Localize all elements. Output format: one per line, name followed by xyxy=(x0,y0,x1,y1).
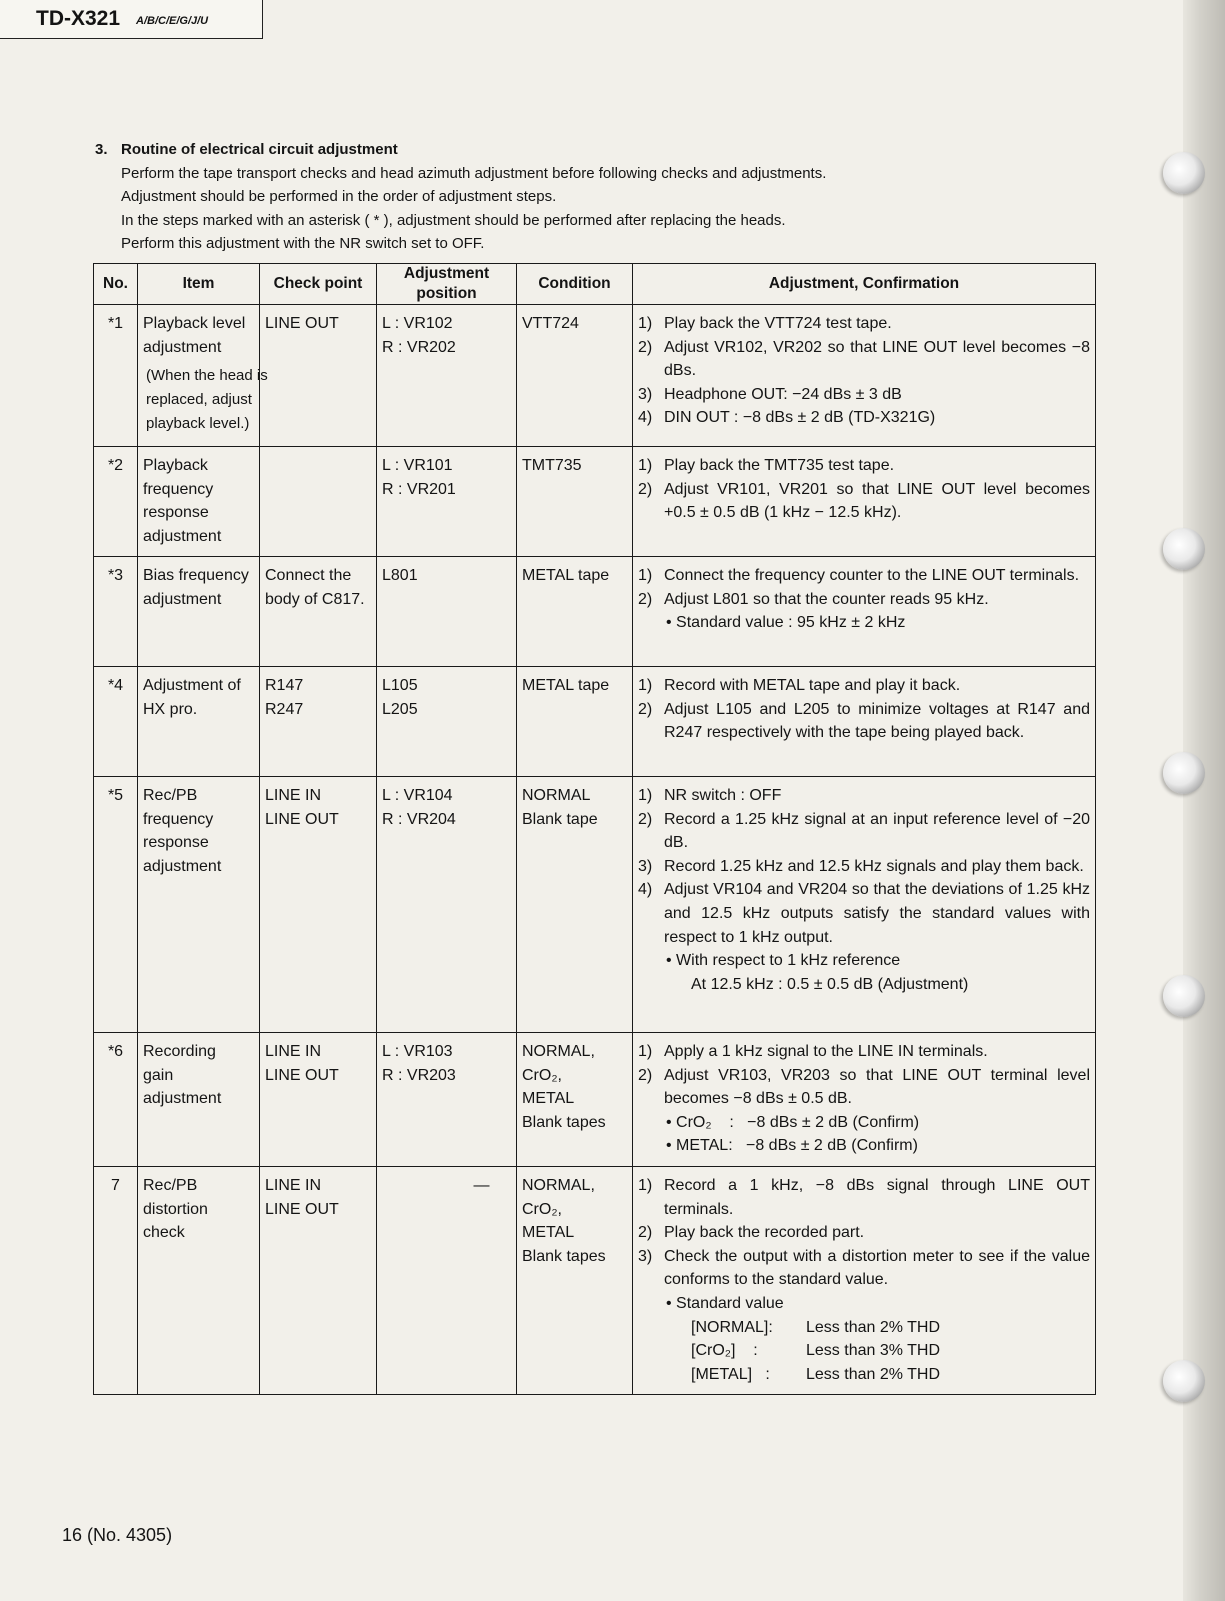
procedure-cell xyxy=(633,305,1096,447)
step-text: Record with METAL tape and play it back. xyxy=(664,677,961,694)
table-row xyxy=(94,305,1096,447)
step-text: Adjust VR102, VR202 so that LINE OUT level becomes −8 dBs. xyxy=(664,338,1090,380)
model-suffix: A/B/C/E/G/J/U xyxy=(136,15,209,27)
condition: NORMAL, xyxy=(522,1177,595,1194)
position: R : VR201 xyxy=(382,480,456,498)
step-number: 1) xyxy=(638,457,653,474)
check-point: R147 xyxy=(265,677,304,694)
page-number: 16 (No. 4305) xyxy=(62,1525,173,1545)
item-name: Adjustment of HX pro. xyxy=(143,677,241,718)
condition: CrO₂, xyxy=(522,1200,562,1218)
step-number: 3) xyxy=(638,857,653,875)
condition: Blank tapes xyxy=(522,1247,606,1265)
position: L : VR103 xyxy=(382,1043,453,1060)
step-text: Record a 1.25 kHz signal at an input reference level of −20 dB. xyxy=(664,810,1090,852)
confirm-value: • CrO₂ : −8 dBs ± 2 dB (Confirm) xyxy=(666,1113,920,1131)
condition: METAL xyxy=(522,1090,575,1108)
step-number: 1) xyxy=(638,677,653,694)
step-text: Play back the TMT735 test tape. xyxy=(664,457,895,474)
item-name: Playback frequency response adjustment xyxy=(143,457,222,545)
column-header: No. xyxy=(94,264,138,305)
position: L205 xyxy=(382,700,418,718)
punch-hole xyxy=(1163,528,1205,570)
item-name: Recording gain adjustment xyxy=(143,1043,222,1108)
check-point-cell xyxy=(260,305,377,447)
item-cell xyxy=(138,667,260,777)
condition: METAL xyxy=(522,1224,575,1242)
check-point-cell xyxy=(260,777,377,1033)
step-number: 2) xyxy=(638,480,653,498)
step-item xyxy=(638,878,1090,949)
column-header: Condition xyxy=(517,264,633,305)
check-point: LINE OUT xyxy=(265,810,339,828)
check-point: LINE OUT xyxy=(265,315,339,332)
step-text: Record a 1 kHz, −8 dBs signal through LINE OUT terminals. xyxy=(664,1177,1090,1218)
step-text: Connect the frequency counter to the LINE OUT terminals. xyxy=(664,567,1080,584)
position-cell xyxy=(377,557,517,667)
check-point: R247 xyxy=(265,700,304,718)
check-point: LINE IN xyxy=(265,1177,322,1194)
standard-row xyxy=(638,1363,1090,1387)
condition: Blank tapes xyxy=(522,1113,606,1131)
item-cell xyxy=(138,557,260,667)
check-point-cell xyxy=(260,667,377,777)
row-number: *2 xyxy=(94,447,138,557)
condition: METAL tape xyxy=(522,567,610,584)
condition: CrO₂, xyxy=(522,1066,562,1084)
procedure-cell xyxy=(633,557,1096,667)
position: L : VR104 xyxy=(382,787,453,804)
check-point-cell xyxy=(260,447,377,557)
binder-edge xyxy=(1183,0,1225,1601)
table-row xyxy=(94,777,1096,1033)
step-text: Check the output with a distortion meter to see if the value conforms to the standard value. xyxy=(664,1247,1090,1289)
check-point: LINE OUT xyxy=(265,1200,339,1218)
punch-hole xyxy=(1163,975,1205,1017)
step-number: 1) xyxy=(638,1177,653,1194)
step-text: Adjust L801 so that the counter reads 95 kHz. xyxy=(664,590,989,608)
standard-value: • Standard value xyxy=(666,1294,784,1312)
step-item xyxy=(638,406,1090,430)
step-number: 1) xyxy=(638,1043,653,1060)
step-text: Adjust VR103, VR203 so that LINE OUT terminal level becomes −8 dBs ± 0.5 dB. xyxy=(664,1066,1090,1108)
step-text: Headphone OUT: −24 dBs ± 3 dB xyxy=(664,385,902,403)
position-cell xyxy=(377,1033,517,1167)
step-number: 2) xyxy=(638,810,653,828)
section-heading: Routine of electrical circuit adjustment xyxy=(121,141,398,158)
tape-type: [METAL] : xyxy=(691,1365,770,1383)
step-text: Adjust VR104 and VR204 so that the deviations of 1.25 kHz and 12.5 kHz outputs satisfy the standard values with respect to 1 kHz output. xyxy=(664,881,1090,946)
step-number: 4) xyxy=(638,409,653,427)
section-number: 3. xyxy=(95,141,108,158)
position-dash: — xyxy=(473,1177,490,1194)
row-number: *1 xyxy=(94,305,138,447)
condition-cell xyxy=(517,447,633,557)
condition-cell xyxy=(517,1033,633,1167)
step-item xyxy=(638,564,1090,588)
step-text: Apply a 1 kHz signal to the LINE IN terminals. xyxy=(664,1043,988,1060)
step-item xyxy=(638,1221,1090,1245)
position-cell xyxy=(377,1167,517,1395)
standard-value: • Standard value : 95 kHz ± 2 kHz xyxy=(666,614,906,632)
model-number: TD-X321 xyxy=(36,7,121,30)
punch-hole xyxy=(1163,1360,1205,1402)
step-number: 2) xyxy=(638,1066,653,1084)
check-point: Connect the body of C817. xyxy=(265,567,365,608)
step-number: 2) xyxy=(638,590,653,608)
procedure-cell xyxy=(633,447,1096,557)
item-cell xyxy=(138,447,260,557)
row-number: 7 xyxy=(94,1167,138,1395)
step-item xyxy=(638,784,1090,808)
step-item xyxy=(638,383,1090,407)
step-item xyxy=(638,336,1090,383)
item-cell xyxy=(138,1033,260,1167)
tape-type: [NORMAL]: xyxy=(691,1318,773,1336)
step-item xyxy=(638,1174,1090,1221)
punch-hole xyxy=(1163,752,1205,794)
position-cell xyxy=(377,447,517,557)
step-item xyxy=(638,478,1090,525)
procedure-cell xyxy=(633,1167,1096,1395)
step-text: DIN OUT : −8 dBs ± 2 dB (TD-X321G) xyxy=(664,409,936,427)
condition: TMT735 xyxy=(522,457,582,474)
step-number: 1) xyxy=(638,567,653,584)
thd-limit: Less than 2% THD xyxy=(806,1318,940,1336)
procedure-cell xyxy=(633,777,1096,1033)
check-point: LINE IN xyxy=(265,1043,322,1060)
punch-hole xyxy=(1163,152,1205,194)
step-text: Adjust VR101, VR201 so that LINE OUT level becomes +0.5 ± 0.5 dB (1 kHz − 12.5 kHz). xyxy=(664,480,1090,522)
standard-detail: At 12.5 kHz : 0.5 ± 0.5 dB (Adjustment) xyxy=(691,975,969,993)
step-item xyxy=(638,808,1090,855)
item-name: Rec/PB frequency response adjustment xyxy=(143,787,222,875)
check-point-cell xyxy=(260,1033,377,1167)
adjustment-table xyxy=(93,263,1096,1395)
intro-line: In the steps marked with an asterisk ( * ), adjustment should be performed after replacing the heads. xyxy=(121,211,786,229)
table-row xyxy=(94,557,1096,667)
step-number: 3) xyxy=(638,385,653,403)
procedure-cell xyxy=(633,1033,1096,1167)
table-row xyxy=(94,447,1096,557)
position: L : VR102 xyxy=(382,315,453,332)
item-cell xyxy=(138,305,268,447)
step-number: 4) xyxy=(638,881,653,899)
position: R : VR204 xyxy=(382,810,456,828)
condition-cell xyxy=(517,557,633,667)
step-item xyxy=(638,674,1090,698)
condition: NORMAL, xyxy=(522,1043,595,1060)
column-header: Adjustment position xyxy=(377,264,517,305)
step-text: NR switch : OFF xyxy=(664,787,782,804)
intro-line: Perform this adjustment with the NR switch set to OFF. xyxy=(121,235,485,253)
step-text: Play back the VTT724 test tape. xyxy=(664,315,892,332)
step-number: 1) xyxy=(638,315,653,332)
standard-row xyxy=(638,1316,1090,1340)
item-note: (When the head is replaced, adjust playback level.) xyxy=(146,367,268,433)
table-row xyxy=(94,667,1096,777)
condition-cell xyxy=(517,777,633,1033)
position: L801 xyxy=(382,567,418,584)
condition-cell xyxy=(517,1167,633,1395)
item-name: Playback level adjustment xyxy=(143,315,246,356)
position: R : VR202 xyxy=(382,338,456,356)
position: L : VR101 xyxy=(382,457,453,474)
step-item xyxy=(638,855,1090,879)
table-row xyxy=(94,1167,1096,1395)
step-item xyxy=(638,698,1090,745)
intro-line: Perform the tape transport checks and head azimuth adjustment before following checks and adjustments. xyxy=(121,164,827,182)
check-point-cell xyxy=(260,557,377,667)
standard-row xyxy=(638,1339,1090,1363)
position: L105 xyxy=(382,677,418,694)
step-number: 2) xyxy=(638,1224,653,1242)
step-item xyxy=(638,454,1090,478)
step-number: 3) xyxy=(638,1247,653,1265)
step-text: Record 1.25 kHz and 12.5 kHz signals and play them back. xyxy=(664,857,1084,875)
condition: METAL tape xyxy=(522,677,610,694)
step-text: Play back the recorded part. xyxy=(664,1224,865,1242)
item-cell xyxy=(138,1167,260,1395)
check-point: LINE IN xyxy=(265,787,322,804)
column-header: Check point xyxy=(260,264,377,305)
condition-cell xyxy=(517,667,633,777)
tape-type: [CrO₂] : xyxy=(691,1342,758,1360)
step-text: Adjust L105 and L205 to minimize voltages at R147 and R247 respectively with the tape being played back. xyxy=(664,700,1090,742)
procedure-cell xyxy=(633,667,1096,777)
step-item xyxy=(638,588,1090,612)
section-intro xyxy=(95,138,1095,256)
intro-line: Adjustment should be performed in the order of adjustment steps. xyxy=(121,188,557,206)
step-item xyxy=(638,312,1090,336)
condition: Blank tape xyxy=(522,810,598,828)
item-name: Rec/PB distortion check xyxy=(143,1177,208,1242)
position-cell xyxy=(377,667,517,777)
row-number: *5 xyxy=(94,777,138,1033)
position-cell xyxy=(377,305,517,447)
step-number: 2) xyxy=(638,338,653,356)
item-cell xyxy=(138,777,260,1033)
step-number: 2) xyxy=(638,700,653,718)
condition: NORMAL xyxy=(522,787,591,804)
check-point-cell xyxy=(260,1167,377,1395)
thd-limit: Less than 3% THD xyxy=(806,1342,940,1360)
condition: VTT724 xyxy=(522,315,579,332)
position-cell xyxy=(377,777,517,1033)
column-header: Item xyxy=(138,264,260,305)
table-header-row xyxy=(94,264,1096,305)
model-header xyxy=(0,0,263,39)
column-header: Adjustment, Confirmation xyxy=(633,264,1096,305)
confirm-value: • METAL: −8 dBs ± 2 dB (Confirm) xyxy=(666,1137,918,1155)
step-number: 1) xyxy=(638,787,653,804)
row-number: *4 xyxy=(94,667,138,777)
check-point: LINE OUT xyxy=(265,1066,339,1084)
step-item xyxy=(638,1040,1090,1064)
standard-value: • With respect to 1 kHz reference xyxy=(666,952,901,970)
thd-limit: Less than 2% THD xyxy=(806,1365,940,1383)
row-number: *3 xyxy=(94,557,138,667)
item-name: Bias frequency adjustment xyxy=(143,567,249,608)
step-item xyxy=(638,1245,1090,1292)
row-number: *6 xyxy=(94,1033,138,1167)
table-row xyxy=(94,1033,1096,1167)
position: R : VR203 xyxy=(382,1066,456,1084)
step-item xyxy=(638,1064,1090,1111)
condition-cell xyxy=(517,305,633,447)
